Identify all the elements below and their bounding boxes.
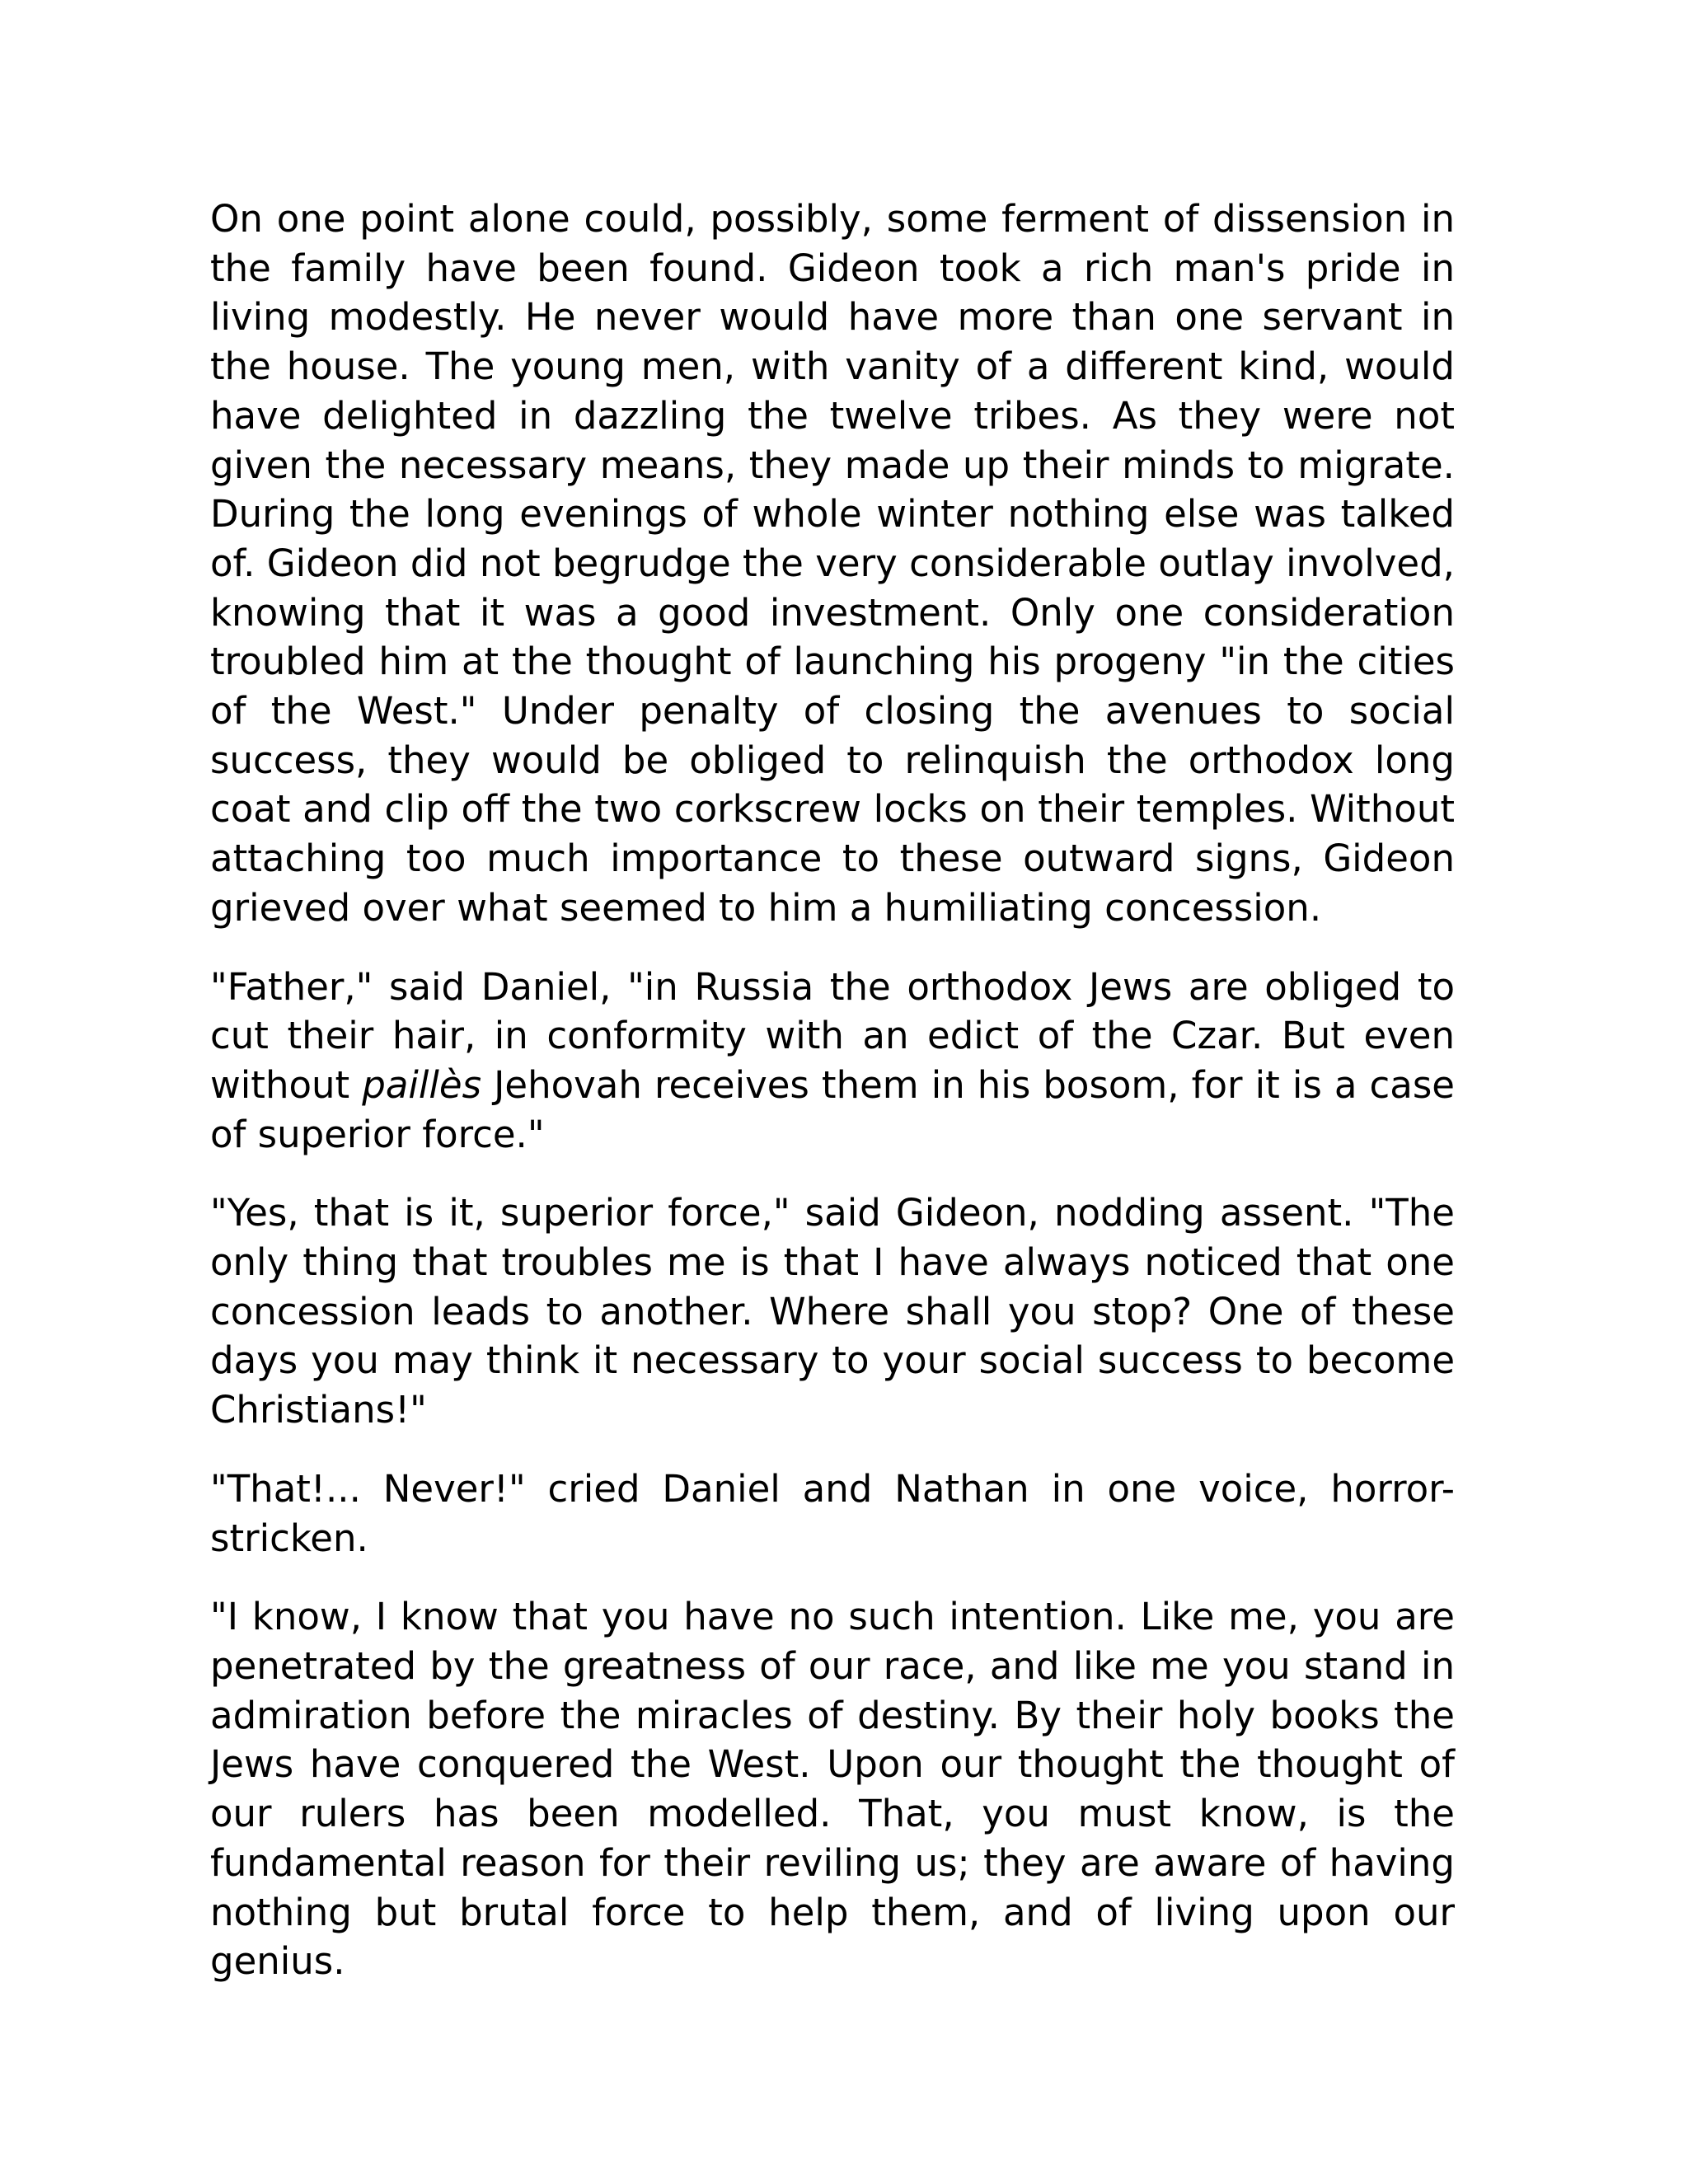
paragraph-gideon-response: "Yes, that is it, superior force," said Gideon, nodding assent. "The only thing that troubles me is that I have always noticed that one concession leads to another. Where shall you stop? One of these days you may think it necessary to your social success to become Christians!" bbox=[210, 1191, 1455, 1432]
paragraph-family-dissension: On one point alone could, possibly, some ferment of dissension in the family have been found. Gideon took a rich man's pride in living modestly. He never would have more than one servant in the house. The young men, with vanity of a different kind, would have delighted in dazzling the twelve tribes. As they were not given the necessary means, they made up their minds to migrate. During the long evenings of whole winter nothing else was talked of. Gideon did not begrudge the very considerable outlay involved, knowing that it was a good investment. Only one consideration troubled him at the thought of launching his progeny "in the cities of the West." Under penalty of closing the avenues to social success, they would be obliged to relinquish the orthodox long coat and clip off the two corkscrew locks on their temples. Without attaching too much importance to these outward signs, Gideon grieved over what seemed to him a humiliating concession. bbox=[210, 197, 1455, 930]
italic-term-pailles: paillès bbox=[362, 1062, 482, 1107]
document-page bbox=[210, 194, 1455, 1986]
paragraph-daniel-reply bbox=[210, 963, 1455, 1160]
daniel-reply-text-start: "Father," said Daniel, "in Russia the orthodox Jews are obliged to cut their hair, in conformity with an edict of the Czar. But even without bbox=[210, 964, 1455, 1107]
paragraph-sons-response: "That!... Never!" cried Daniel and Nathan in one voice, horror-stricken. bbox=[210, 1466, 1455, 1560]
paragraph-gideon-conclusion: "I know, I know that you have no such intention. Like me, you are penetrated by the greatness of our race, and like me you stand in admiration before the miracles of destiny. By their holy books the Jews have conquered the West. Upon our thought the thought of our rulers has been modelled. That, you must know, is the fundamental reason for their reviling us; they are aware of having nothing but brutal force to help them, and of living upon our genius. bbox=[210, 1595, 1455, 1984]
daniel-reply-text-end: Jehovah receives them in his bosom, for it is a case of superior force." bbox=[210, 1062, 1455, 1156]
